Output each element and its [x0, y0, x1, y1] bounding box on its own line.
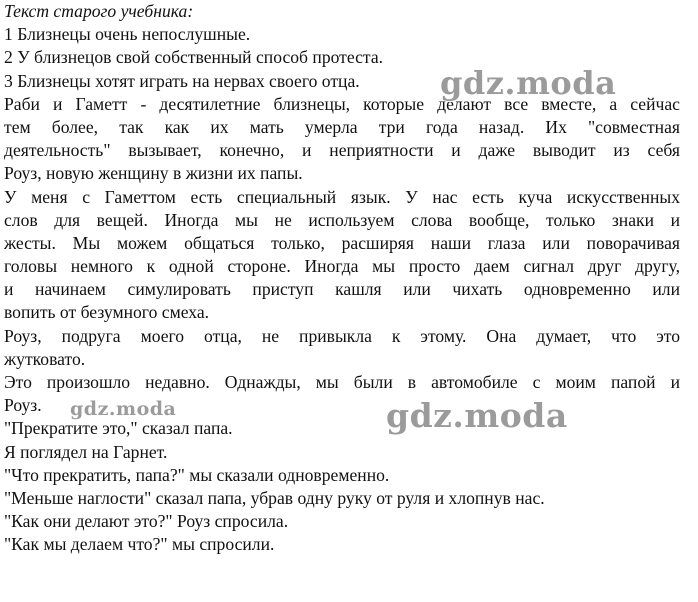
paragraph-2-line-5: и начинаем симулировать приступ кашля или чихать одновременно или — [4, 279, 680, 300]
dialogue-line-1: "Прекратите это," сказал папа. — [4, 418, 233, 439]
paragraph-1-line-4: Роуз, новую женщину в жизни их папы. — [4, 163, 303, 184]
dialogue-line-3: "Что прекратить, папа?" мы сказали одновременно. — [4, 464, 390, 485]
paragraph-2-line-4: головы немного к одной стороне. Иногда мы просто даем сигнал друг другу, — [4, 256, 680, 277]
dialogue-line-5: "Как они делают это?" Роуз спросила. — [4, 511, 289, 532]
paragraph-4-line-2: Роуз. — [4, 395, 42, 416]
paragraph-3-line-2: жутковато. — [4, 348, 86, 369]
watermark-logo-large: gdz.moda — [386, 396, 568, 435]
paragraph-2-line-2: слов для вещей. Иногда мы не используем слова вообще, только знаки и — [4, 209, 680, 230]
paragraph-2-line-6: вопить от безумного смеха. — [4, 302, 210, 323]
dialogue-line-2: Я поглядел на Гарнет. — [4, 441, 168, 462]
paragraph-1-line-1: Раби и Гаметт - десятилетние близнецы, которые делают все вместе, а сейчас — [4, 93, 680, 114]
dialogue-line-4: "Меньше наглости" сказал папа, убрав одну руку от руля и хлопнув нас. — [4, 487, 545, 508]
paragraph-1-line-2: тем более, так как их мать умерла три года назад. Их "совместная — [4, 116, 680, 137]
paragraph-1-line-3: деятельность" вызывает, конечно, и неприятности и даже выводит из себя — [4, 140, 680, 161]
paragraph-2-line-1: У меня с Гаметтом есть специальный язык. У нас есть куча искусственных — [4, 186, 680, 207]
watermark-logo-small: gdz.moda — [70, 398, 177, 420]
dialogue-line-6: "Как мы делаем что?" мы спросили. — [4, 534, 275, 555]
textbook-page — [4, 0, 680, 557]
option-1: 1 Близнецы очень непослушные. — [4, 24, 251, 45]
paragraph-3-line-1: Роуз, подруга моего отца, не привыкла к этому. Она думает, что это — [4, 325, 680, 346]
paragraph-2-line-3: жесты. Мы можем общаться только, расширяя наши глаза или поворачивая — [4, 232, 680, 253]
page-title: Текст старого учебника: — [4, 1, 194, 21]
option-3: 3 Близнецы хотят играть на нервах своего отца. — [4, 70, 360, 91]
option-2: 2 У близнецов свой собственный способ протеста. — [4, 47, 384, 68]
paragraph-4-line-1: Это произошло недавно. Однажды, мы были в автомобиле с моим папой и — [4, 372, 680, 392]
watermark-logo: gdz.moda — [440, 64, 617, 102]
